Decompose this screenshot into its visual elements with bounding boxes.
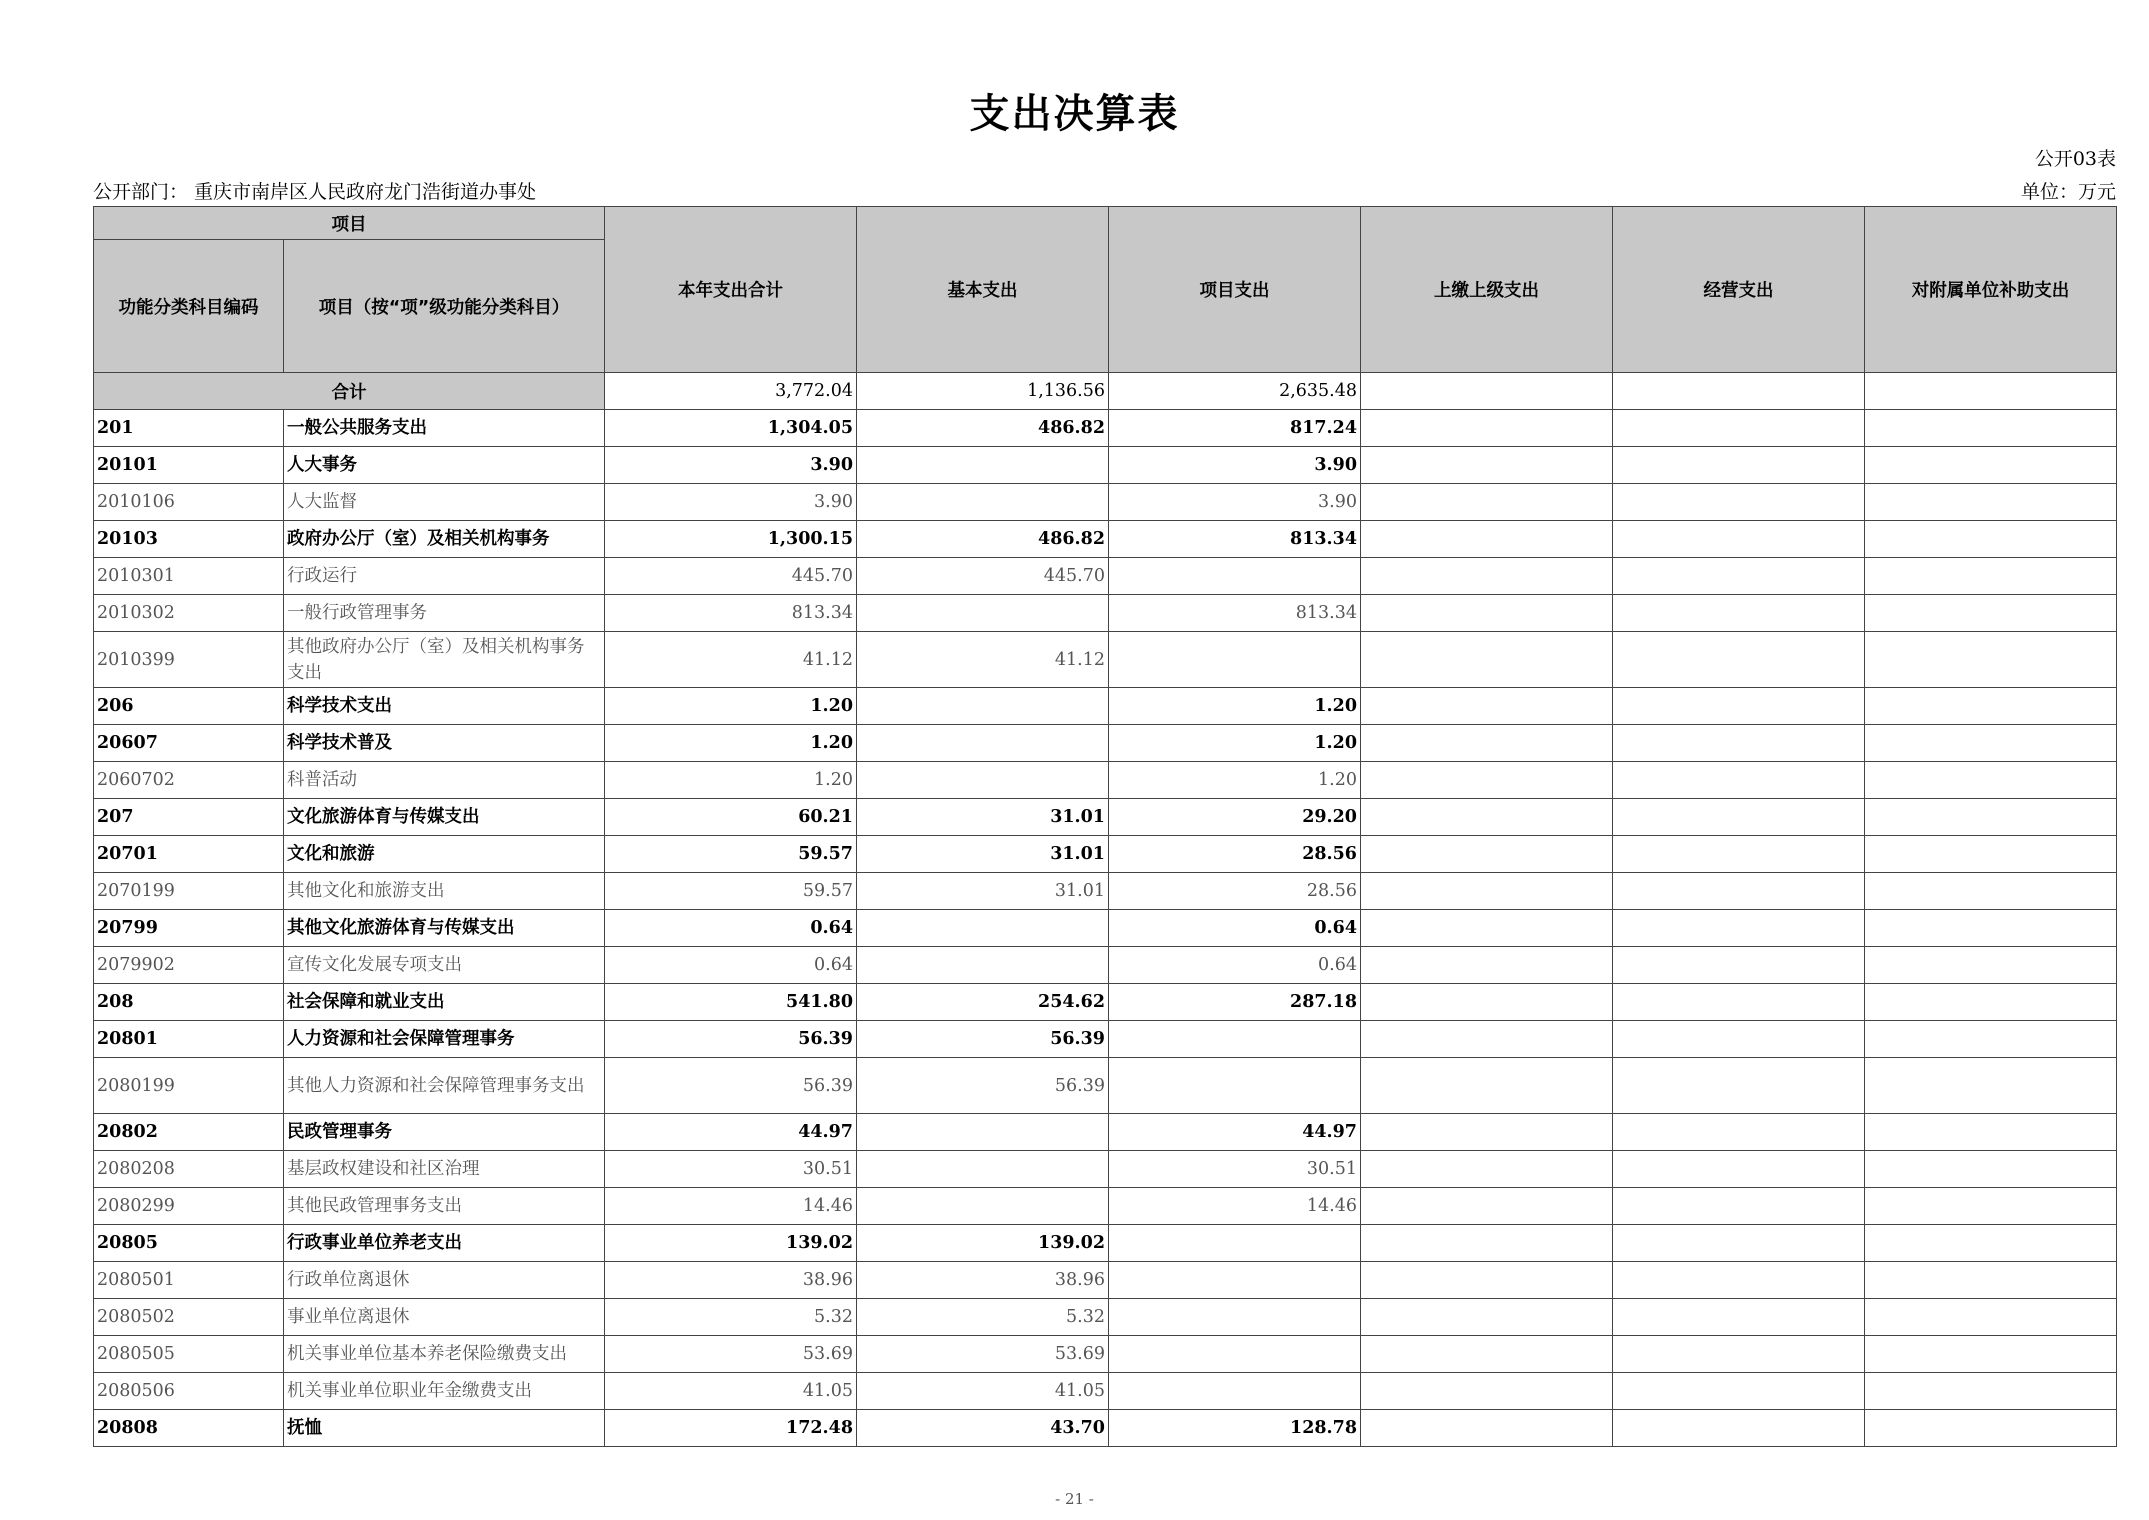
table-row — [94, 521, 2117, 558]
name-cell: 政府办公厅（室）及相关机构事务 — [284, 521, 605, 558]
code-cell: 206 — [94, 688, 284, 725]
table-row — [94, 1410, 2117, 1447]
name-cell: 科学技术支出 — [284, 688, 605, 725]
name-cell: 机关事业单位基本养老保险缴费支出 — [284, 1336, 605, 1373]
code-cell: 2080208 — [94, 1151, 284, 1188]
business-cell — [1613, 410, 1865, 447]
table-row — [94, 947, 2117, 984]
total-cell: 541.80 — [605, 984, 857, 1021]
table-row — [94, 836, 2117, 873]
code-cell: 208 — [94, 984, 284, 1021]
basic-cell — [857, 910, 1109, 947]
basic-cell: 1,136.56 — [857, 373, 1109, 410]
upper-cell — [1361, 836, 1613, 873]
project-cell: 28.56 — [1109, 873, 1361, 910]
table-row — [94, 984, 2117, 1021]
table-row — [94, 1299, 2117, 1336]
header-total: 本年支出合计 — [605, 207, 857, 373]
basic-cell: 5.32 — [857, 1299, 1109, 1336]
code-cell: 2080505 — [94, 1336, 284, 1373]
header-upper: 上缴上级支出 — [1361, 207, 1613, 373]
upper-cell — [1361, 725, 1613, 762]
name-cell: 宣传文化发展专项支出 — [284, 947, 605, 984]
subsidy-cell — [1865, 521, 2117, 558]
project-cell — [1109, 1021, 1361, 1058]
subsidy-cell — [1865, 1151, 2117, 1188]
basic-cell: 53.69 — [857, 1336, 1109, 1373]
basic-cell: 56.39 — [857, 1058, 1109, 1114]
business-cell — [1613, 373, 1865, 410]
total-cell: 813.34 — [605, 595, 857, 632]
basic-cell — [857, 1114, 1109, 1151]
header-business: 经营支出 — [1613, 207, 1865, 373]
basic-cell — [857, 447, 1109, 484]
name-cell: 文化和旅游 — [284, 836, 605, 873]
business-cell — [1613, 688, 1865, 725]
subsidy-cell — [1865, 595, 2117, 632]
business-cell — [1613, 1410, 1865, 1447]
project-cell — [1109, 1299, 1361, 1336]
unit-label: 单位：万元 — [2020, 181, 2116, 203]
business-cell — [1613, 1151, 1865, 1188]
name-cell: 其他政府办公厅（室）及相关机构事务支出 — [284, 632, 605, 688]
name-cell: 人大监督 — [284, 484, 605, 521]
name-cell: 民政管理事务 — [284, 1114, 605, 1151]
project-cell: 44.97 — [1109, 1114, 1361, 1151]
code-cell: 2080199 — [94, 1058, 284, 1114]
business-cell — [1613, 873, 1865, 910]
name-cell: 其他文化旅游体育与传媒支出 — [284, 910, 605, 947]
total-cell: 0.64 — [605, 910, 857, 947]
subsidy-cell — [1865, 1410, 2117, 1447]
business-cell — [1613, 984, 1865, 1021]
code-cell: 207 — [94, 799, 284, 836]
upper-cell — [1361, 1299, 1613, 1336]
table-row — [94, 558, 2117, 595]
code-cell: 2070199 — [94, 873, 284, 910]
upper-cell — [1361, 1151, 1613, 1188]
upper-cell — [1361, 373, 1613, 410]
total-cell: 59.57 — [605, 836, 857, 873]
name-cell: 科学技术普及 — [284, 725, 605, 762]
name-cell: 其他文化和旅游支出 — [284, 873, 605, 910]
table-row — [94, 1021, 2117, 1058]
code-cell: 2010106 — [94, 484, 284, 521]
project-cell — [1109, 1373, 1361, 1410]
upper-cell — [1361, 1188, 1613, 1225]
table-row — [94, 873, 2117, 910]
basic-cell: 43.70 — [857, 1410, 1109, 1447]
project-cell: 3.90 — [1109, 447, 1361, 484]
header-name: 项目（按“项”级功能分类科目） — [284, 240, 605, 373]
subsidy-cell — [1865, 410, 2117, 447]
code-cell: 20808 — [94, 1410, 284, 1447]
business-cell — [1613, 1336, 1865, 1373]
code-cell: 20801 — [94, 1021, 284, 1058]
name-cell: 其他人力资源和社会保障管理事务支出 — [284, 1058, 605, 1114]
subsidy-cell — [1865, 373, 2117, 410]
upper-cell — [1361, 799, 1613, 836]
project-cell: 128.78 — [1109, 1410, 1361, 1447]
total-row — [94, 373, 2117, 410]
upper-cell — [1361, 947, 1613, 984]
upper-cell — [1361, 1058, 1613, 1114]
total-cell: 172.48 — [605, 1410, 857, 1447]
business-cell — [1613, 1262, 1865, 1299]
name-cell: 行政单位离退休 — [284, 1262, 605, 1299]
subsidy-cell — [1865, 558, 2117, 595]
table-row — [94, 1373, 2117, 1410]
code-cell: 2010302 — [94, 595, 284, 632]
basic-cell: 254.62 — [857, 984, 1109, 1021]
basic-cell — [857, 1188, 1109, 1225]
upper-cell — [1361, 762, 1613, 799]
department-label: 公开部门： 重庆市南岸区人民政府龙门浩街道办事处 — [93, 181, 537, 203]
subsidy-cell — [1865, 836, 2117, 873]
name-cell: 抚恤 — [284, 1410, 605, 1447]
total-cell: 44.97 — [605, 1114, 857, 1151]
subsidy-cell — [1865, 1058, 2117, 1114]
code-cell: 2060702 — [94, 762, 284, 799]
subsidy-cell — [1865, 484, 2117, 521]
page-title: 支出决算表 — [969, 91, 1180, 137]
business-cell — [1613, 1058, 1865, 1114]
table-row — [94, 447, 2117, 484]
upper-cell — [1361, 1225, 1613, 1262]
subsidy-cell — [1865, 799, 2117, 836]
table-row — [94, 1151, 2117, 1188]
table-row — [94, 1225, 2117, 1262]
project-cell: 3.90 — [1109, 484, 1361, 521]
subsidy-cell — [1865, 447, 2117, 484]
subsidy-cell — [1865, 1225, 2117, 1262]
table-row — [94, 1188, 2117, 1225]
total-cell: 38.96 — [605, 1262, 857, 1299]
total-cell: 1.20 — [605, 762, 857, 799]
total-label: 合计 — [94, 373, 605, 410]
upper-cell — [1361, 910, 1613, 947]
project-cell — [1109, 1058, 1361, 1114]
business-cell — [1613, 1373, 1865, 1410]
code-cell: 20802 — [94, 1114, 284, 1151]
total-cell: 3.90 — [605, 484, 857, 521]
subsidy-cell — [1865, 1262, 2117, 1299]
subsidy-cell — [1865, 984, 2117, 1021]
header-project: 项目支出 — [1109, 207, 1361, 373]
code-cell: 20607 — [94, 725, 284, 762]
total-cell: 5.32 — [605, 1299, 857, 1336]
project-cell: 813.34 — [1109, 595, 1361, 632]
basic-cell: 31.01 — [857, 836, 1109, 873]
name-cell: 行政事业单位养老支出 — [284, 1225, 605, 1262]
total-cell: 1,300.15 — [605, 521, 857, 558]
code-cell: 2080502 — [94, 1299, 284, 1336]
subsidy-cell — [1865, 1373, 2117, 1410]
project-cell: 817.24 — [1109, 410, 1361, 447]
total-cell: 30.51 — [605, 1151, 857, 1188]
table-row — [94, 725, 2117, 762]
total-cell: 41.12 — [605, 632, 857, 688]
name-cell: 人大事务 — [284, 447, 605, 484]
code-cell: 20799 — [94, 910, 284, 947]
upper-cell — [1361, 410, 1613, 447]
business-cell — [1613, 1021, 1865, 1058]
subsidy-cell — [1865, 762, 2117, 799]
basic-cell — [857, 688, 1109, 725]
name-cell: 一般公共服务支出 — [284, 410, 605, 447]
basic-cell: 31.01 — [857, 873, 1109, 910]
name-cell: 文化旅游体育与传媒支出 — [284, 799, 605, 836]
upper-cell — [1361, 484, 1613, 521]
upper-cell — [1361, 632, 1613, 688]
basic-cell: 38.96 — [857, 1262, 1109, 1299]
project-cell — [1109, 1262, 1361, 1299]
upper-cell — [1361, 595, 1613, 632]
upper-cell — [1361, 521, 1613, 558]
basic-cell: 31.01 — [857, 799, 1109, 836]
subsidy-cell — [1865, 1299, 2117, 1336]
code-cell: 2010301 — [94, 558, 284, 595]
project-cell: 1.20 — [1109, 762, 1361, 799]
table-row — [94, 688, 2117, 725]
subsidy-cell — [1865, 947, 2117, 984]
table-row — [94, 484, 2117, 521]
total-cell: 56.39 — [605, 1021, 857, 1058]
basic-cell: 486.82 — [857, 521, 1109, 558]
upper-cell — [1361, 1373, 1613, 1410]
subsidy-cell — [1865, 1336, 2117, 1373]
table-row — [94, 1114, 2117, 1151]
project-cell — [1109, 632, 1361, 688]
upper-cell — [1361, 447, 1613, 484]
table-row — [94, 1336, 2117, 1373]
table-row — [94, 1262, 2117, 1299]
basic-cell: 486.82 — [857, 410, 1109, 447]
table-row — [94, 799, 2117, 836]
code-cell: 20101 — [94, 447, 284, 484]
subsidy-cell — [1865, 688, 2117, 725]
code-cell: 2080501 — [94, 1262, 284, 1299]
subsidy-cell — [1865, 725, 2117, 762]
basic-cell — [857, 595, 1109, 632]
project-cell: 813.34 — [1109, 521, 1361, 558]
project-cell: 0.64 — [1109, 910, 1361, 947]
business-cell — [1613, 558, 1865, 595]
total-cell: 1.20 — [605, 725, 857, 762]
table-row — [94, 632, 2117, 688]
project-cell: 28.56 — [1109, 836, 1361, 873]
project-cell — [1109, 558, 1361, 595]
basic-cell — [857, 947, 1109, 984]
code-cell: 20805 — [94, 1225, 284, 1262]
name-cell: 科普活动 — [284, 762, 605, 799]
business-cell — [1613, 836, 1865, 873]
code-cell: 201 — [94, 410, 284, 447]
total-cell: 59.57 — [605, 873, 857, 910]
name-cell: 基层政权建设和社区治理 — [284, 1151, 605, 1188]
business-cell — [1613, 521, 1865, 558]
total-cell: 0.64 — [605, 947, 857, 984]
page-number: - 21 - — [1055, 1490, 1094, 1508]
upper-cell — [1361, 1262, 1613, 1299]
upper-cell — [1361, 1410, 1613, 1447]
upper-cell — [1361, 1021, 1613, 1058]
name-cell: 人力资源和社会保障管理事务 — [284, 1021, 605, 1058]
basic-cell: 445.70 — [857, 558, 1109, 595]
total-cell: 139.02 — [605, 1225, 857, 1262]
upper-cell — [1361, 688, 1613, 725]
project-cell — [1109, 1225, 1361, 1262]
business-cell — [1613, 484, 1865, 521]
project-cell: 29.20 — [1109, 799, 1361, 836]
business-cell — [1613, 910, 1865, 947]
upper-cell — [1361, 984, 1613, 1021]
header-code: 功能分类科目编码 — [94, 240, 284, 373]
code-cell: 20103 — [94, 521, 284, 558]
business-cell — [1613, 1299, 1865, 1336]
upper-cell — [1361, 558, 1613, 595]
name-cell: 社会保障和就业支出 — [284, 984, 605, 1021]
business-cell — [1613, 632, 1865, 688]
project-cell: 0.64 — [1109, 947, 1361, 984]
business-cell — [1613, 799, 1865, 836]
subsidy-cell — [1865, 632, 2117, 688]
basic-cell — [857, 484, 1109, 521]
table-row — [94, 410, 2117, 447]
project-cell: 1.20 — [1109, 725, 1361, 762]
table-row — [94, 762, 2117, 799]
total-cell: 60.21 — [605, 799, 857, 836]
subsidy-cell — [1865, 910, 2117, 947]
code-cell: 2079902 — [94, 947, 284, 984]
basic-cell — [857, 1151, 1109, 1188]
upper-cell — [1361, 873, 1613, 910]
total-cell: 53.69 — [605, 1336, 857, 1373]
subsidy-cell — [1865, 1188, 2117, 1225]
name-cell: 一般行政管理事务 — [284, 595, 605, 632]
total-cell: 56.39 — [605, 1058, 857, 1114]
total-cell: 445.70 — [605, 558, 857, 595]
basic-cell: 41.05 — [857, 1373, 1109, 1410]
business-cell — [1613, 447, 1865, 484]
table-number: 公开03表 — [2034, 148, 2116, 170]
total-cell: 1,304.05 — [605, 410, 857, 447]
subsidy-cell — [1865, 873, 2117, 910]
basic-cell: 56.39 — [857, 1021, 1109, 1058]
name-cell: 事业单位离退休 — [284, 1299, 605, 1336]
upper-cell — [1361, 1114, 1613, 1151]
subsidy-cell — [1865, 1114, 2117, 1151]
code-cell: 2080299 — [94, 1188, 284, 1225]
business-cell — [1613, 1225, 1865, 1262]
table-row — [94, 1058, 2117, 1114]
name-cell: 行政运行 — [284, 558, 605, 595]
business-cell — [1613, 762, 1865, 799]
business-cell — [1613, 1114, 1865, 1151]
upper-cell — [1361, 1336, 1613, 1373]
name-cell: 其他民政管理事务支出 — [284, 1188, 605, 1225]
total-cell: 3.90 — [605, 447, 857, 484]
project-cell: 1.20 — [1109, 688, 1361, 725]
header-item-group: 项目 — [94, 207, 605, 240]
total-cell: 14.46 — [605, 1188, 857, 1225]
header-basic: 基本支出 — [857, 207, 1109, 373]
project-cell: 30.51 — [1109, 1151, 1361, 1188]
expenditure-table — [93, 206, 2117, 1447]
basic-cell — [857, 725, 1109, 762]
business-cell — [1613, 725, 1865, 762]
table-row — [94, 595, 2117, 632]
table-row — [94, 910, 2117, 947]
project-cell: 2,635.48 — [1109, 373, 1361, 410]
subsidy-cell — [1865, 1021, 2117, 1058]
header-subsidy: 对附属单位补助支出 — [1865, 207, 2117, 373]
code-cell: 2010399 — [94, 632, 284, 688]
business-cell — [1613, 1188, 1865, 1225]
business-cell — [1613, 947, 1865, 984]
basic-cell: 41.12 — [857, 632, 1109, 688]
basic-cell — [857, 762, 1109, 799]
project-cell: 14.46 — [1109, 1188, 1361, 1225]
project-cell: 287.18 — [1109, 984, 1361, 1021]
basic-cell: 139.02 — [857, 1225, 1109, 1262]
name-cell: 机关事业单位职业年金缴费支出 — [284, 1373, 605, 1410]
total-cell: 41.05 — [605, 1373, 857, 1410]
code-cell: 20701 — [94, 836, 284, 873]
project-cell — [1109, 1336, 1361, 1373]
code-cell: 2080506 — [94, 1373, 284, 1410]
total-cell: 3,772.04 — [605, 373, 857, 410]
business-cell — [1613, 595, 1865, 632]
total-cell: 1.20 — [605, 688, 857, 725]
